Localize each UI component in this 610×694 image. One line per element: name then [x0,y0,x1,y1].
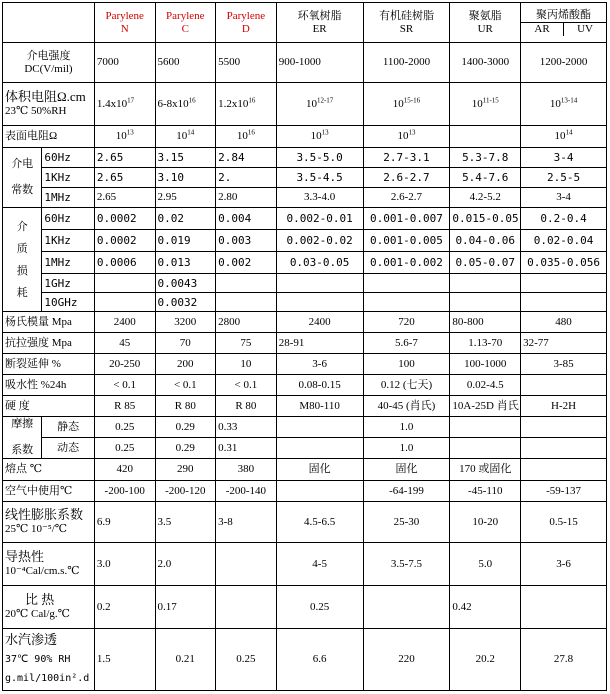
row-specific-heat [3,586,607,629]
cell: 6.6 [276,629,363,691]
row-dissipation-1mhz [3,252,607,274]
row-label: 空气中使用℃ [3,481,95,502]
cell: 100-1000 [450,354,521,375]
row-elongation [3,354,607,375]
row-dielectric-constant-60hz [3,148,607,168]
cell: 0.25 [94,417,155,438]
cell: 1.0 [363,438,450,459]
cell: 1.5 [94,629,155,691]
cell: 3-4 [521,148,607,168]
cell: 900-1000 [276,43,363,83]
row-label: 水汽渗透 37℃ 90% RH g.mil/100in².d [3,629,95,691]
row-label: 比 热 20℃ Cal/g.℃ [3,586,95,629]
row-youngs-modulus [3,312,607,333]
freq-label: 10GHz [42,293,95,312]
row-friction-dynamic [3,438,607,459]
cell: $10^{13}$ [94,126,155,148]
cell: 5500 [216,43,277,83]
cell [521,293,607,312]
row-label: 导热性 10⁻⁴Cal/cm.s.℃ [3,543,95,586]
cell: 2800 [216,312,277,333]
cell: 170 或固化 [450,459,521,481]
cell: 0.03-0.05 [276,252,363,274]
cell: 3.5-7.5 [363,543,450,586]
header-acrylic: 聚丙烯酸酯 AR UV [521,3,607,43]
cell: 1400-3000 [450,43,521,83]
header-epoxy: 环氧树脂 ER [276,3,363,43]
cell: 固化 [363,459,450,481]
cell [521,438,607,459]
cell: 5.6-7 [363,333,450,354]
cell: 2.80 [216,188,277,208]
cell: 40-45 (肖氏) [363,396,450,417]
cell: 0.02-0.04 [521,230,607,252]
cell: 0.004 [216,208,277,230]
freq-label: 1KHz [42,168,95,188]
cell: 0.5-15 [521,502,607,543]
cell: 3-85 [521,354,607,375]
cell: 0.001-0.002 [363,252,450,274]
cell: -64-199 [363,481,450,502]
cell: R 80 [155,396,216,417]
cell: 32-77 [521,333,607,354]
cell: 2. [216,168,277,188]
cell: 2.95 [155,188,216,208]
cell: 3-4 [521,188,607,208]
cell [363,586,450,629]
cell: 28-91 [276,333,363,354]
cell: 6.9 [94,502,155,543]
cell: 3.3-4.0 [276,188,363,208]
cell: 7000 [94,43,155,83]
cell: 420 [94,459,155,481]
cell [94,274,155,293]
cell: 2.84 [216,148,277,168]
cell [276,417,363,438]
row-melting-point [3,459,607,481]
cell: 0.05-0.07 [450,252,521,274]
cell: 2.0 [155,543,216,586]
cell: -200-120 [155,481,216,502]
row-water-vapor [3,629,607,691]
cell [363,274,450,293]
cell: R 85 [94,396,155,417]
cell: 2.6-2.7 [363,168,450,188]
cell: 0.002-0.01 [276,208,363,230]
cell: 2400 [94,312,155,333]
cell: 3-6 [276,354,363,375]
row-dielectric-constant-1mhz [3,188,607,208]
cell: 0.019 [155,230,216,252]
cell: 480 [521,312,607,333]
cell: 0.25 [94,438,155,459]
cell: < 0.1 [216,375,277,396]
cell: 1.13-70 [450,333,521,354]
cell: 0.003 [216,230,277,252]
cell [521,459,607,481]
cell [521,274,607,293]
freq-label: 1MHz [42,188,95,208]
cell: 0.08-0.15 [276,375,363,396]
cell: 0.0006 [94,252,155,274]
cell: 固化 [276,459,363,481]
cell: 80-800 [450,312,521,333]
cell: 4-5 [276,543,363,586]
row-label: 熔点 ℃ [3,459,95,481]
cell [363,293,450,312]
row-label: 体积电阻Ω.cm 23℃ 50%RH [3,83,95,126]
row-label: 断裂延伸 % [3,354,95,375]
cell [216,274,277,293]
cell [450,274,521,293]
cell: 0.17 [155,586,216,629]
cell: 0.013 [155,252,216,274]
cell: -200-140 [216,481,277,502]
row-label: 抗拉强度 Mpa [3,333,95,354]
cell [276,293,363,312]
cell: 0.035-0.056 [521,252,607,274]
header-parylene-n: Parylene N [94,3,155,43]
row-tensile-strength [3,333,607,354]
cell [276,274,363,293]
cell: 0.002-0.02 [276,230,363,252]
freq-label: 60Hz [42,148,95,168]
cell: 2.6-2.7 [363,188,450,208]
cell [521,417,607,438]
friction-kind: 静态 [42,417,95,438]
cell [450,417,521,438]
row-service-temp [3,481,607,502]
cell: 3.5-4.5 [276,168,363,188]
dielectric-constant-label: 介电 常数 [3,148,42,208]
row-dissipation-60hz [3,208,607,230]
cell: 3.10 [155,168,216,188]
cell: 5.0 [450,543,521,586]
cell: 0.015-0.05 [450,208,521,230]
cell: $1.2x10^{16}$ [216,83,277,126]
cell: 0.42 [450,586,521,629]
cell: 1.0 [363,417,450,438]
cell: 2.5-5 [521,168,607,188]
cell [450,438,521,459]
header-parylene-c: Parylene C [155,3,216,43]
row-dielectric-constant-1khz [3,168,607,188]
cell: 3.5-5.0 [276,148,363,168]
cell [94,293,155,312]
cell: 0.0043 [155,274,216,293]
cell: 0.0002 [94,230,155,252]
cell: 0.002 [216,252,277,274]
cell: 0.25 [216,629,277,691]
cell: -59-137 [521,481,607,502]
cell [216,293,277,312]
cell: 1100-2000 [363,43,450,83]
cell: -200-100 [94,481,155,502]
cell: 0.21 [155,629,216,691]
cell: 10-20 [450,502,521,543]
cell: 3.15 [155,148,216,168]
cell: 70 [155,333,216,354]
cell: $10^{13}$ [276,126,363,148]
cell: 0.001-0.007 [363,208,450,230]
cell: 10 [216,354,277,375]
cell: 10$^{13-14}$ [521,83,607,126]
row-label: 杨氏模量 Mpa [3,312,95,333]
cell: $10^{14}$ [155,126,216,148]
cell: $6-8x10^{16}$ [155,83,216,126]
cell [276,438,363,459]
row-label: 表面电阻Ω [3,126,95,148]
cell: 5600 [155,43,216,83]
cell: 2400 [276,312,363,333]
cell: 0.12 (七天) [363,375,450,396]
cell: 0.29 [155,438,216,459]
cell: 4.5-6.5 [276,502,363,543]
cell: R 80 [216,396,277,417]
cell: 0.02-4.5 [450,375,521,396]
row-label: 介电强度 DC(V/mil) [3,43,95,83]
row-friction-static [3,417,607,438]
cell: 0.25 [276,586,363,629]
cell [521,375,607,396]
header-parylene-d: Parylene D [216,3,277,43]
cell [216,543,277,586]
cell: 2.65 [94,188,155,208]
cell: 4.2-5.2 [450,188,521,208]
row-label: 线性膨胀系数 25℃ 10⁻⁵/℃ [3,502,95,543]
cell: 5.3-7.8 [450,148,521,168]
cell: 45 [94,333,155,354]
cell: 10A-25D 肖氏 [450,396,521,417]
cell: 10$^{11-15}$ [450,83,521,126]
header-silicone: 有机硅树脂 SR [363,3,450,43]
freq-label: 1MHz [42,252,95,274]
friction-label: 摩擦 系数 [3,417,42,459]
cell: 3-6 [521,543,607,586]
cell: 290 [155,459,216,481]
freq-label: 60Hz [42,208,95,230]
cell [216,586,277,629]
cell: 75 [216,333,277,354]
cell [521,586,607,629]
cell: 3200 [155,312,216,333]
row-volume-resistivity [3,83,607,126]
cell: H-2H [521,396,607,417]
row-thermal-conductivity [3,543,607,586]
cell: 0.2 [94,586,155,629]
cell: $10^{13}$ [363,126,450,148]
properties-table [2,2,607,691]
cell [276,481,363,502]
cell: 0.33 [216,417,277,438]
header-row [3,3,607,43]
row-surface-resistivity [3,126,607,148]
row-dielectric-strength [3,43,607,83]
cell: 25-30 [363,502,450,543]
cell: 20-250 [94,354,155,375]
cell: 0.31 [216,438,277,459]
cell: 2.65 [94,168,155,188]
cell [450,126,521,148]
cell: 0.29 [155,417,216,438]
row-dissipation-10ghz [3,293,607,312]
dissipation-label: 介 质 损 耗 [3,208,42,312]
cell: $1.4x10^{17}$ [94,83,155,126]
cell: $10^{16}$ [216,126,277,148]
cell: 3.5 [155,502,216,543]
cell: 27.8 [521,629,607,691]
cell: 3.0 [94,543,155,586]
cell: 10$^{15-16}$ [363,83,450,126]
cell: 0.0002 [94,208,155,230]
cell: 200 [155,354,216,375]
cell: 100 [363,354,450,375]
header-urethane: 聚氨脂 UR [450,3,521,43]
cell: < 0.1 [155,375,216,396]
cell: < 0.1 [94,375,155,396]
cell: 1200-2000 [521,43,607,83]
cell: 0.0032 [155,293,216,312]
row-label: 硬 度 [3,396,95,417]
row-water-absorption [3,375,607,396]
cell: 2.65 [94,148,155,168]
cell: 720 [363,312,450,333]
cell: 2.7-3.1 [363,148,450,168]
cell: M80-110 [276,396,363,417]
row-thermal-expansion [3,502,607,543]
cell: -45-110 [450,481,521,502]
cell: $10^{14}$ [521,126,607,148]
cell: 220 [363,629,450,691]
header-corner [3,3,95,43]
freq-label: 1GHz [42,274,95,293]
cell: 5.4-7.6 [450,168,521,188]
cell: 10$^{12-17}$ [276,83,363,126]
row-dissipation-1khz [3,230,607,252]
row-hardness [3,396,607,417]
cell: 0.04-0.06 [450,230,521,252]
freq-label: 1KHz [42,230,95,252]
row-label: 吸水性 %24h [3,375,95,396]
cell: 0.001-0.005 [363,230,450,252]
friction-kind: 动态 [42,438,95,459]
cell: 0.02 [155,208,216,230]
cell: 20.2 [450,629,521,691]
cell: 0.2-0.4 [521,208,607,230]
cell: 380 [216,459,277,481]
cell [450,293,521,312]
cell: 3-8 [216,502,277,543]
row-dissipation-1ghz [3,274,607,293]
